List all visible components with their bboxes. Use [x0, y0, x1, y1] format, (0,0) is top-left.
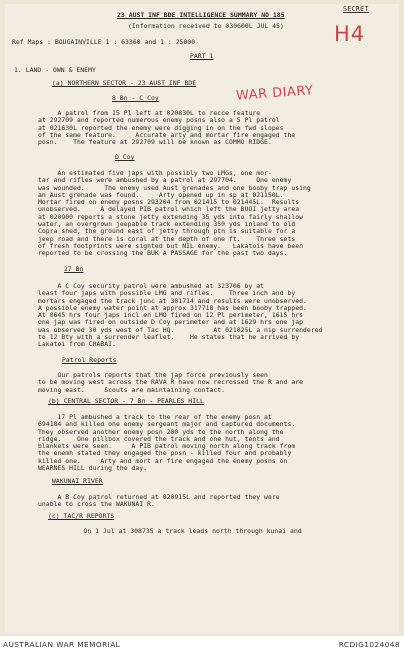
- section-1-heading: 1. LAND - OWN & ENEMY: [14, 66, 96, 74]
- paragraph-d-coy: An estimated five japs with possibly two LMGs, one mor- tar and rifles were ambushed by a patrol at 297704. One enemy was wounded. The enemy used Aust grenades and one booby trap using an Aust grenade was found. Arty opened up in sp at 021150L. Mortar fired on enemy posns 293204 from 021415 to 021445L. Results unobserved. A delayed PIB patrol which left the BUOI jetty area at 020900 reports a stone jetty extending 35 yds into fairly shallow water, an overgrown jeepable track extending 350 yds inland to old Copra shed, the ground east of jetty through ptn is suitable for a jeep road and there is coral at the depth of one ft. Three sets of fresh footprints were sighted but NIL enemy. Lakatois have been reported to be crossing the BUK A PASSAGE for the past two days.: [38, 169, 311, 258]
- patrol-reports-heading: Patrol Reports: [62, 356, 117, 364]
- central-sector-heading: (b) CENTRAL SECTOR - 7 Bn - PEARLES HILL: [48, 397, 204, 405]
- paragraph-central-sector: 17 Pl ambushed a track to the rear of the enemy posn at 694184 and killed one enemy sergeant major and captured documents. They observed another enemy posn 200 yds to the north along the ridge. One pillbox covered the track and one hut, tents and blankets were seen. A PIB patrol moving north along track from the enemh stated they engaged the posn - killed four and probably killed one. Arty and mort ar fire engaged the enemy posns on WEARNES HILL during the day.: [38, 413, 296, 473]
- 27bn-heading: 27 Bn: [64, 265, 84, 273]
- paragraph-8bn: A patrol from 15 Pl left at 020830L to recce feature at 292709 and reported numerous enemy posns also a 5 Pl patrol at 021630L reported the enemy were digging in on the fwd slopes of the same feature. Accurate arty and mortar fire engaged the posn. The feature at 292709 will be known as COMMO RIDGE.: [38, 109, 296, 147]
- wakunai-river-heading: WAKUNAI RIVER: [52, 477, 103, 485]
- paragraph-wakunai: A B Coy patrol returned at 020915L and reported they were unable to cross the WAKUNAI R.: [38, 493, 280, 509]
- d-coy-heading: D Coy: [115, 153, 135, 161]
- classification-label: SECRET: [343, 5, 369, 13]
- northern-sector-heading: (a) NORTHERN SECTOR - 23 AUST INF BDE: [52, 79, 197, 87]
- paragraph-patrol-reports: Our patrols reports that the jap force previously seen to be moving west across the RAVA R have now recrossed the R and are moving east. Scouts are maintaining contact.: [38, 371, 304, 394]
- handwritten-page-mark: H4: [334, 22, 366, 46]
- archive-footer: [0, 636, 404, 654]
- footer-record-id: RCDIG1024048: [338, 640, 400, 649]
- war-diary-stamp: WAR DIARY: [235, 83, 315, 104]
- tac-r-reports-heading: (c) TAC/R REPORTS: [48, 512, 115, 520]
- part-heading: PART 1: [190, 52, 214, 60]
- paragraph-tac-r: On 1 Jul at 308735 a track leads north through kunai and: [64, 527, 302, 535]
- paragraph-27bn: A C Coy security patrol were ambushed at 323706 by at least four japs with possible LMG and rifles. Three inch and by mortars engaged the track junc at 301714 and results were unobserved. A possible enemy water point at approx 317718 has been booby trapped. At 0645 hrs four japs incl en LMO fired on 12 Pl perimeter, 1615 hrs one jap was fired on outside D Coy perimeter and at 1629 hrs one jap was observed 30 yds west of Tac HQ. At 021025L a nip surrendered to 12 Bty with a surrender leaflet. He states that he arrived by Lakatoi from CHABAI.: [38, 282, 323, 349]
- 8bn-c-coy-heading: 8 Bn - C Coy: [112, 94, 159, 102]
- document-title: 23 AUST INF BDE INTELLIGENCE SUMMARY NO 185: [117, 11, 285, 19]
- reference-maps: Ref Maps : BOUGAINVILLE 1 : 63360 and 1 : 25000: [12, 38, 196, 46]
- info-received-line: (Information received to 030600L JUL 45): [128, 22, 284, 30]
- footer-source: AUSTRALIAN WAR MEMORIAL: [3, 640, 121, 649]
